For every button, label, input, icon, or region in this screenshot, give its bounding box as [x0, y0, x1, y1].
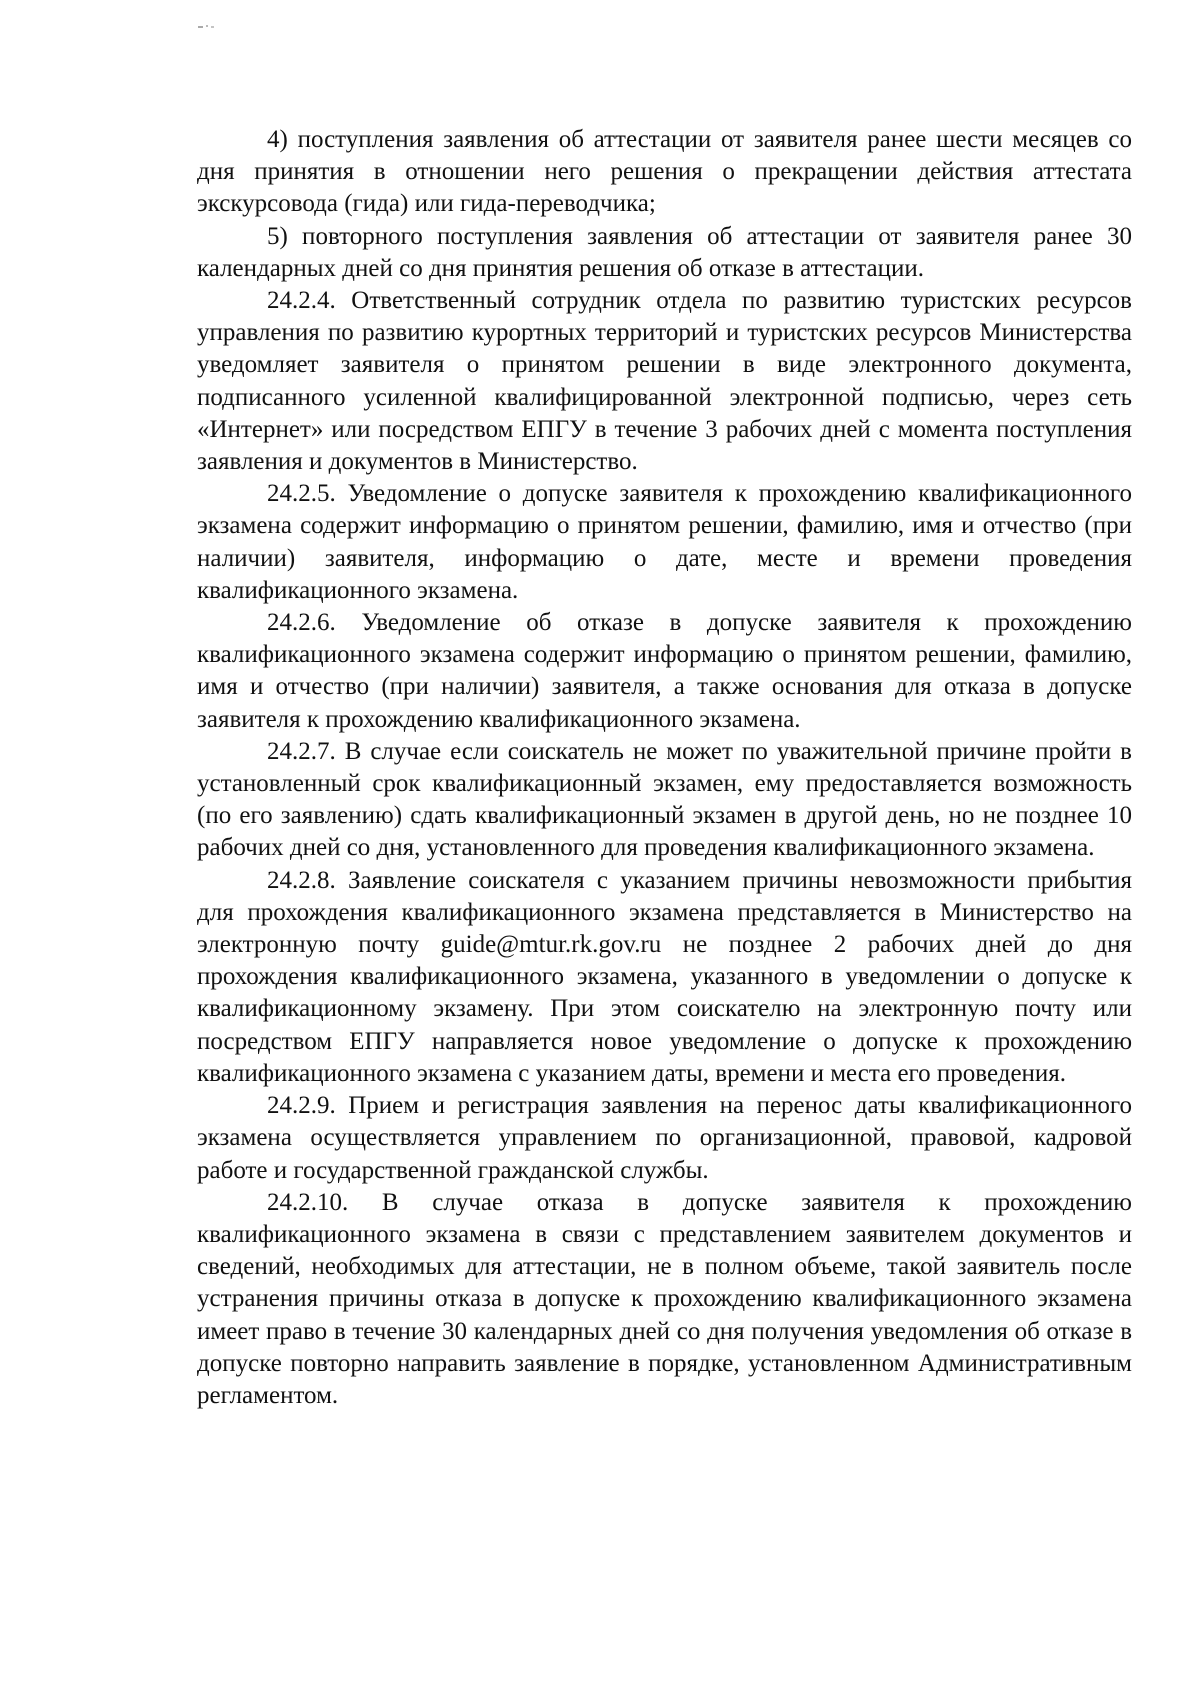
paragraph-24-2-8: 24.2.8. Заявление соискателя с указанием причины невозможности прибытия для прохождения квалификационного экзамена представляется в Министерство на электронную почту guide@mtur.rk.gov.ru не позднее 2 рабочих дней до дня прохождения квалификационного экзамена, указанного в уведомлении о допуске к квалификационному экзамену. При этом соискателю на электронную почту или посредством ЕПГУ направляется новое уведомление о допуске к прохождению квалификационного экзамена с указанием даты, времени и места его проведения.	[197, 866, 1132, 1087]
paragraph-24-2-4: 24.2.4. Ответственный сотрудник отдела по развитию туристских ресурсов управления по развитию курортных территорий и туристских ресурсов Министерства уведомляет заявителя о принятом решении в виде электронного документа, подписанного усиленной квалифицированной электронной подписью, через сеть «Интернет» или посредством ЕПГУ в течение 3 рабочих дней с момента поступления заявления и документов в Министерство.	[197, 287, 1132, 476]
paragraph-item-4: 4) поступления заявления об аттестации от заявителя ранее шести месяцев со дня принятия в отношении него решения о прекращении действия аттестата экскурсовода (гида) или гида-переводчика;	[197, 126, 1132, 218]
paragraph-item-5: 5) повторного поступления заявления об аттестации от заявителя ранее 30 календарных дней со дня принятия решения об отказе в аттестации.	[197, 222, 1132, 282]
paragraph-24-2-5: 24.2.5. Уведомление о допуске заявителя к прохождению квалификационного экзамена содержит информацию о принятом решении, фамилию, имя и отчество (при наличии) заявителя, информацию о дате, месте и времени проведения квалификационного экзамена.	[197, 480, 1132, 604]
document-body	[197, 124, 1132, 1412]
paragraph-24-2-7: 24.2.7. В случае если соискатель не может по уважительной причине пройти в установленный срок квалификационный экзамен, ему предоставляется возможность (по его заявлению) сдать квалификационный экзамен в другой день, но не позднее 10 рабочих дней со дня, установленного для проведения квалификационного экзамена.	[197, 737, 1132, 862]
paragraph-24-2-6: 24.2.6. Уведомление об отказе в допуске заявителя к прохождению квалификационного экзамена содержит информацию о принятом решении, фамилию, имя и отчество (при наличии) заявителя, а также основания для отказа в допуске заявителя к прохождению квалификационного экзамена.	[197, 609, 1132, 733]
paragraph-24-2-10: 24.2.10. В случае отказа в допуске заявителя к прохождению квалификационного экзамена в связи с представлением заявителем документов и сведений, необходимых для аттестации, не в полном объеме, такой заявитель после устранения причины отказа в допуске к прохождению квалификационного экзамена имеет право в течение 30 календарных дней со дня получения уведомления об отказе в допуске повторно направить заявление в порядке, установленном Административным регламентом.	[197, 1188, 1132, 1409]
paragraph-24-2-9: 24.2.9. Прием и регистрация заявления на перенос даты квалификационного экзамена осуществляется управлением по организационной, правовой, кадровой работе и государственной гражданской службы.	[197, 1092, 1132, 1184]
scan-artifact-mark	[197, 22, 217, 30]
